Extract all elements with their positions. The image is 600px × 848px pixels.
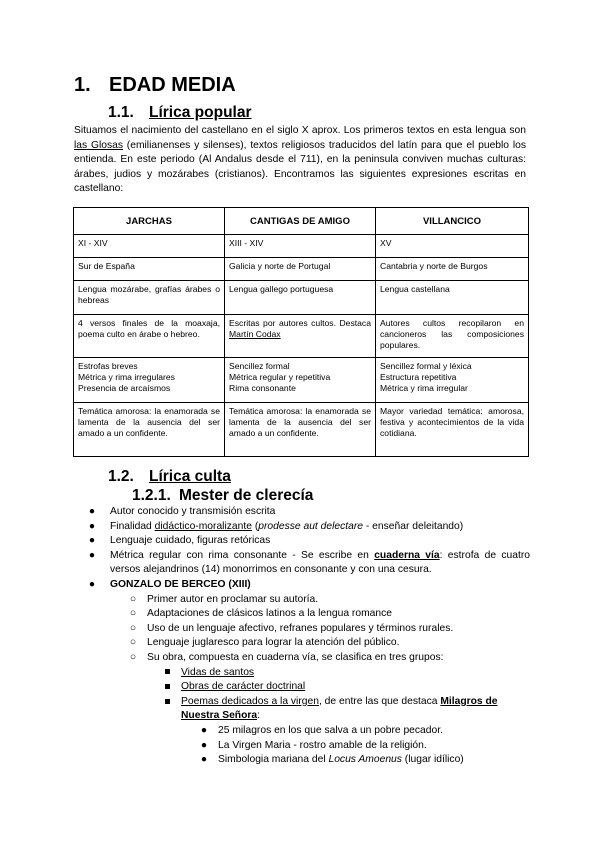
heading-title: Lírica culta [149, 468, 231, 485]
milagros-link[interactable]: Milagros de Nuestra Señora [181, 695, 498, 722]
intro-text: Situamos el nacimiento del castellano en el siglo X aprox. Los primeros textos en esta lengua son [74, 125, 526, 136]
table-cell: XIII - XIV [225, 235, 376, 258]
glosas-link[interactable]: las Glosas [74, 139, 123, 151]
table-cell: Sencillez formal Métrica regular y repetitiva Rima consonante [225, 358, 376, 403]
list-text: Uso de un lenguaje afectivo, refranes populares y términos rurales. [147, 622, 454, 634]
bullet-icon: ● [88, 535, 96, 547]
cuaderna-via-link[interactable]: cuaderna vía [374, 549, 440, 561]
list-item [74, 636, 530, 651]
bullet-icon: ● [88, 520, 96, 532]
list-item [74, 753, 530, 768]
circle-bullet-icon: ○ [129, 593, 137, 605]
table-cell [225, 315, 376, 358]
square-bullet-icon [161, 680, 173, 695]
table-header-row [74, 208, 529, 235]
table-row [74, 358, 529, 403]
header-cantigas: CANTIGAS DE AMIGO [225, 208, 376, 235]
list-text: : estrofa de cuatro versos alejandrinos (14) monorrimos en consonante y con una cesura. [110, 549, 530, 576]
bullet-icon: ● [88, 578, 96, 590]
table-row [74, 258, 529, 281]
clerecia-list [74, 505, 530, 768]
list-item [74, 593, 530, 608]
table-cell: 4 versos finales de la moaxaja, poema culto en árabe o hebreo. [74, 315, 225, 358]
list-item [74, 739, 530, 754]
table-cell: XI - XIV [74, 235, 225, 258]
bullet-icon: ● [200, 724, 208, 736]
table-cell: Autores cultos recopilaron en cancioneros las composiciones populares. [376, 315, 529, 358]
bullet-icon: ● [88, 506, 96, 517]
heading-lirica-culta [108, 468, 231, 486]
table-cell: Lengua gallego portuguesa [225, 281, 376, 315]
list-item [74, 695, 530, 724]
table-cell: Temática amorosa: la enamorada se lamenta de la ausencia del ser amado a un confidente. [74, 403, 225, 457]
table-cell: Temática amorosa: la enamorada se lamenta de la ausencia del ser amado a un confidente. [225, 403, 376, 457]
heading-title: EDAD MEDIA [109, 74, 236, 96]
list-item [74, 520, 530, 535]
heading-edad-media [74, 74, 236, 97]
table-cell: Galicia y norte de Portugal [225, 258, 376, 281]
codax-prefix: Escritas por autores cultos. Destaca [229, 318, 371, 328]
list-item [74, 578, 530, 593]
bullet-icon: ● [88, 549, 96, 561]
circle-bullet-icon: ○ [129, 622, 137, 634]
table-row [74, 281, 529, 315]
square-bullet-icon [161, 666, 173, 681]
heading-title: Mester de clerecía [179, 487, 314, 504]
list-text: - enseñar deleitando) [363, 520, 464, 532]
square-bullet-icon [161, 695, 173, 710]
table-cell: Mayor variedad temática: amorosa, festiva y acontecimientos de la vida cotidiana. [376, 403, 529, 457]
list-text: Su obra, compuesta en cuaderna vía, se clasifica en tres grupos: [147, 651, 444, 663]
table-cell: Cantabria y norte de Burgos [376, 258, 529, 281]
list-text: ( [251, 520, 259, 532]
list-text: , de entre las que destaca [318, 695, 441, 707]
list-text: Lenguaje juglaresco para lograr la atención del público. [147, 637, 400, 649]
table-cell: Sencillez formal y léxica Estructura repetitiva Métrica y rima irregular [376, 358, 529, 403]
bullet-icon: ● [200, 739, 208, 751]
heading-title: Lírica popular [149, 104, 252, 121]
heading-mester-clerecia [132, 487, 313, 505]
list-text: Finalidad [110, 520, 155, 532]
literature-table [73, 207, 529, 457]
intro-paragraph [74, 124, 526, 197]
heading-number: 1.1. [108, 104, 134, 121]
intro-text-cont: (emilianenses y silenses), textos religiosos traducidos del latín para que el pueblo los entienda. En este periodo (Al Andalus desde el 711), en la peninsula conviven muchas culturas: árabes, judios y mozárabes (cristianos). Encontramos las siguientes expresiones escritas en castellano: [74, 139, 526, 194]
table-row [74, 235, 529, 258]
list-text: Simbologia mariana del [218, 754, 329, 766]
list-text: (lugar idílico) [401, 754, 464, 766]
heading-number: 1.2. [108, 468, 134, 485]
list-text: GONZALO DE BERCEO (XIII) [110, 578, 251, 590]
list-text: 25 milagros en los que salva a un pobre pecador. [218, 724, 443, 736]
martin-codax-link[interactable]: Martín Codax [229, 329, 281, 339]
list-text-italic: prodesse aut delectare [258, 520, 364, 532]
list-item [74, 724, 530, 739]
heading-number: 1. [74, 74, 91, 96]
table-cell: Sur de España [74, 258, 225, 281]
bullet-icon: ● [200, 754, 208, 766]
circle-bullet-icon: ○ [129, 637, 137, 649]
list-item [74, 680, 530, 695]
list-text: Autor conocido y transmisión escrita [110, 506, 276, 517]
table-row [74, 315, 529, 358]
list-item [74, 505, 530, 520]
table-cell: Lengua mozárabe, grafías árabes o hebreas [74, 281, 225, 315]
list-item [74, 549, 530, 578]
table-row [74, 403, 529, 457]
header-villancico: VILLANCICO [376, 208, 529, 235]
list-text: La Virgen Maria - rostro amable de la religión. [218, 739, 427, 751]
heading-number: 1.2.1. [132, 487, 171, 504]
obras-doctrinal-link[interactable]: Obras de carácter doctrinal [181, 681, 306, 693]
table-cell: XV [376, 235, 529, 258]
list-item [74, 607, 530, 622]
didactico-link[interactable]: didáctico-moralizante [154, 520, 252, 532]
list-item [74, 666, 530, 681]
circle-bullet-icon: ○ [129, 651, 137, 663]
table-cell: Estrofas breves Métrica y rima irregulares Presencia de arcaísmos [74, 358, 225, 403]
poemas-virgen-link[interactable]: Poemas dedicados a la virgen [181, 695, 319, 707]
heading-lirica-popular [108, 104, 252, 122]
list-item [74, 534, 530, 549]
table-cell: Lengua castellana [376, 281, 529, 315]
list-item [74, 622, 530, 637]
circle-bullet-icon: ○ [129, 608, 137, 620]
list-text: Métrica regular con rima consonante - Se escribe en [110, 549, 375, 561]
list-text-italic: Locus Amoenus [328, 754, 402, 766]
list-text: Lenguaje cuidado, figuras retóricas [110, 535, 271, 547]
vidas-santos-link[interactable]: Vidas de santos [181, 666, 255, 678]
list-item [74, 651, 530, 666]
list-text: Primer autor en proclamar su autoría. [147, 593, 319, 605]
header-jarchas: JARCHAS [74, 208, 225, 235]
list-text: Adaptaciones de clásicos latinos a la lengua romance [147, 608, 392, 620]
list-text: : [257, 710, 260, 722]
